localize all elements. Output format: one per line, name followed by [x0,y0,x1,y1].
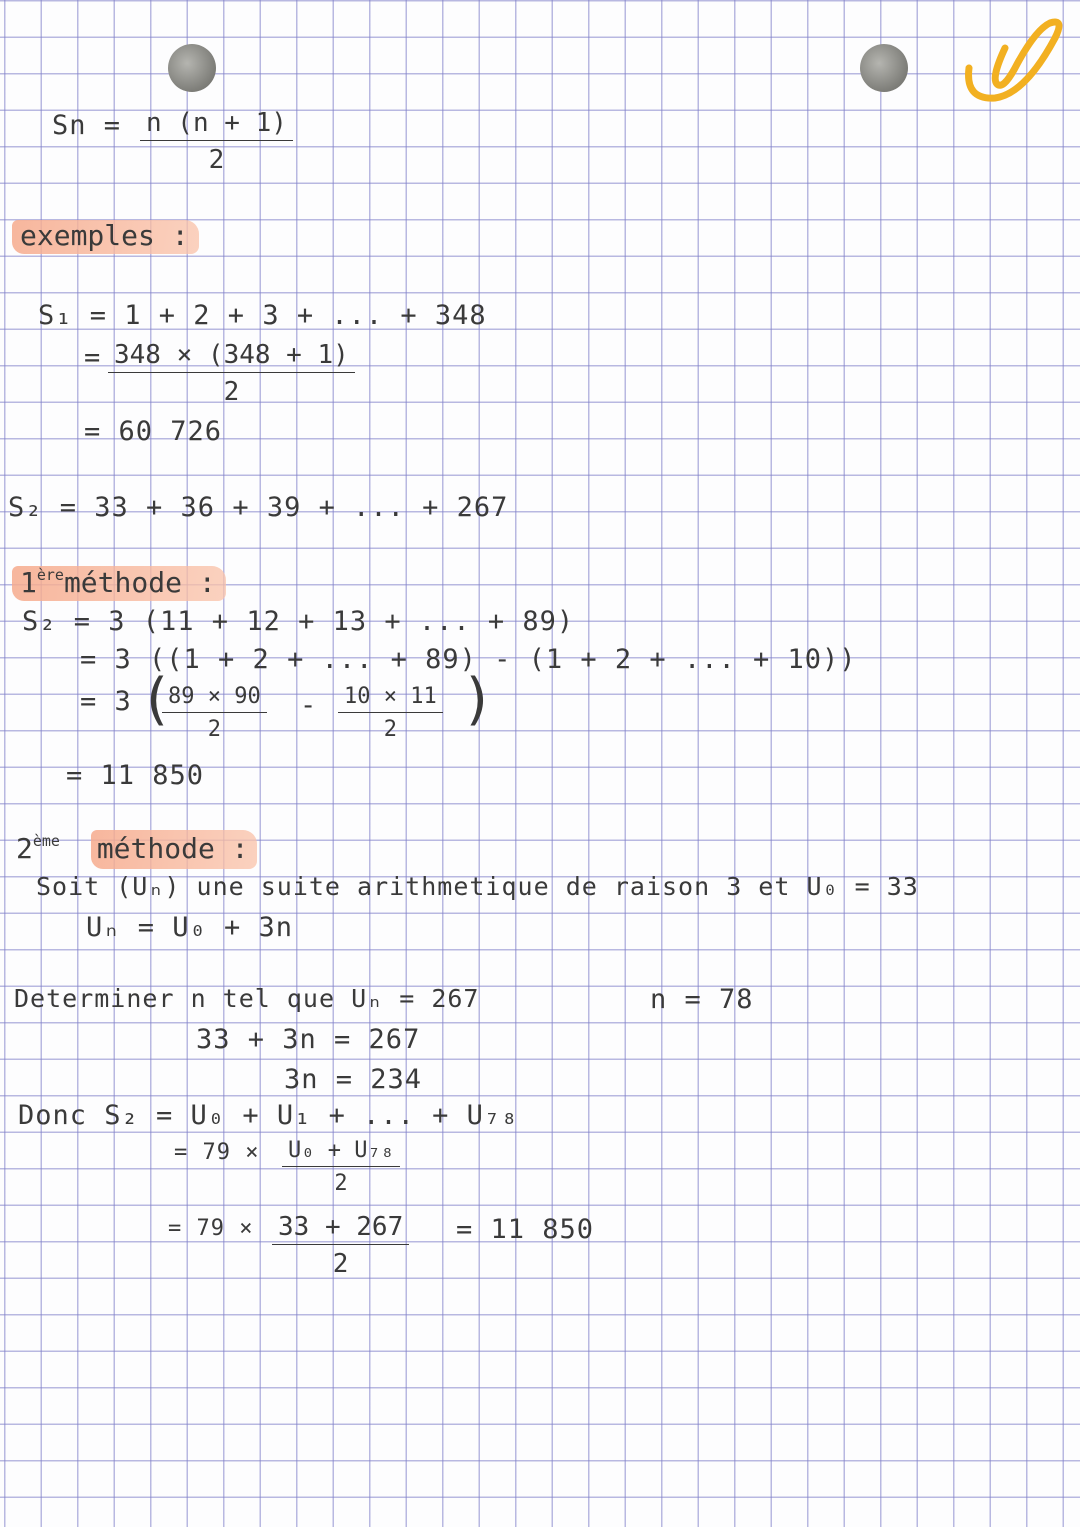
method1-ordinal-suffix: ère [36,566,64,584]
method1-open-paren: ( [146,667,168,732]
s1-fraction-numerator: 348 × (348 + 1) [108,342,355,373]
binder-hole-left [168,44,216,92]
method2-ordinal-suffix: ème [32,832,60,850]
method2-fraction4-prefix: = 79 × [168,1216,254,1241]
method1-label: méthode : [63,566,216,599]
formula-denominator: 2 [208,145,225,175]
method2-line1: Soit (Uₙ) une suite arithmetique de raison 3 et U₀ = 33 [36,872,919,901]
method2-equation1: 33 + 3n = 267 [196,1024,421,1055]
s2-definition: S₂ = 33 + 36 + 39 + ... + 267 [8,492,509,523]
method1-ordinal: 1 [20,566,37,599]
method2-fraction3-prefix: = 79 × [174,1140,260,1165]
method1-line3-prefix: = 3 [80,686,132,717]
method1-fraction2-denominator: 2 [383,717,397,742]
s1-result: = 60 726 [84,416,223,447]
method2-determine: Determiner n tel que Uₙ = 267 [14,984,480,1013]
method1-fraction2-numerator: 10 × 11 [338,686,443,713]
binder-hole-right [860,44,908,92]
method2-fraction4-numerator: 33 + 267 [272,1214,409,1245]
method2-fraction4-denominator: 2 [332,1249,349,1279]
method1-heading [12,566,226,601]
method2-fraction3-numerator: U₀ + U₇₈ [282,1140,400,1167]
method2-fraction3-denominator: 2 [334,1171,348,1196]
method1-fraction2 [338,686,443,741]
method2-label: méthode : [91,830,257,869]
formula-lhs: Sn = [52,110,122,141]
method1-fraction1-numerator: 89 × 90 [162,686,267,713]
method1-fraction1-denominator: 2 [207,717,221,742]
method2-heading [12,832,267,867]
examples-heading: exemples : [12,220,199,254]
s1-definition: S₁ = 1 + 2 + 3 + ... + 348 [38,300,487,331]
method1-minus: - [300,690,318,721]
method2-fraction3 [282,1140,400,1195]
method2-ordinal: 2 [16,832,33,865]
paper-clip-icon [955,8,1070,108]
method2-equation2: 3n = 234 [284,1064,423,1095]
method2-final-result: = 11 850 [456,1214,595,1245]
method2-fraction4 [272,1214,409,1277]
s1-fraction [108,342,355,405]
method2-line2: Uₙ = U₀ + 3n [86,912,294,943]
method2-donc: Donc S₂ = U₀ + U₁ + ... + U₇₈ [18,1100,519,1131]
formula-numerator: n (n + 1) [140,110,293,141]
method1-close-paren: ) [466,667,488,732]
method1-result: = 11 850 [66,760,205,791]
method1-line2: = 3 ((1 + 2 + ... + 89) - (1 + 2 + ... + 10)) [80,644,857,675]
s1-fraction-denominator: 2 [223,377,240,407]
s1-equals: = [84,342,102,373]
method1-line1: S₂ = 3 (11 + 12 + 13 + ... + 89) [22,606,575,637]
method1-fraction1 [162,686,267,741]
method2-n-value: n = 78 [650,984,754,1015]
formula-fraction [140,110,293,173]
